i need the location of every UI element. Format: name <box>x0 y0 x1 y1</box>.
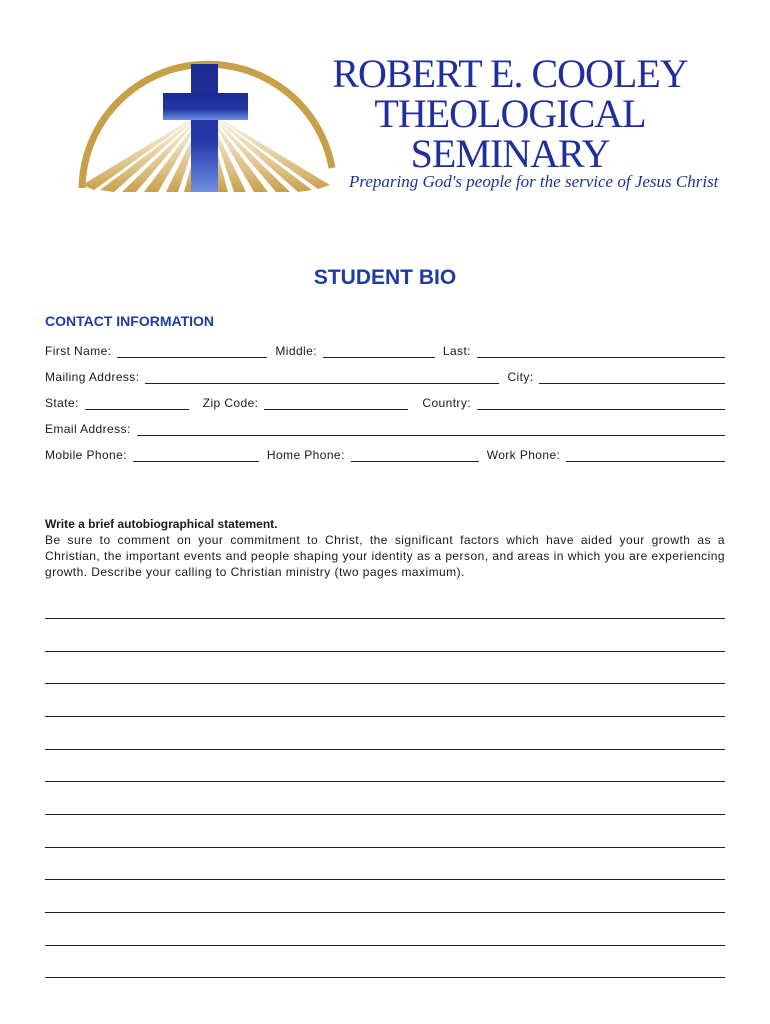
home-phone-label: Home Phone: <box>266 448 345 462</box>
seminary-name-line-2: THEOLOGICAL <box>374 91 646 136</box>
last-name-label: Last: <box>442 344 471 358</box>
zip-code-field[interactable] <box>264 395 408 410</box>
statement-body: Be sure to comment on your commitment to Christ, the significant factors which have aided your growth as a Christian, the important events and people shaping your identity as a person, and areas in which you are experiencing growth. Describe your calling to Christian ministry (two pages maximum). <box>45 533 725 579</box>
zip-code-label: Zip Code: <box>202 396 259 410</box>
email-row <box>45 418 725 436</box>
region-row <box>45 392 725 410</box>
city-label: City: <box>507 370 534 384</box>
city-field[interactable] <box>539 369 725 384</box>
seminary-name-line-3: SEMINARY <box>410 131 610 176</box>
home-phone-field[interactable] <box>351 447 479 462</box>
first-name-field[interactable] <box>117 343 267 358</box>
address-row <box>45 366 725 384</box>
email-label: Email Address: <box>45 422 131 436</box>
country-field[interactable] <box>477 395 725 410</box>
middle-name-label: Middle: <box>275 344 317 358</box>
writing-line[interactable] <box>45 879 725 880</box>
work-phone-field[interactable] <box>566 447 725 462</box>
writing-line[interactable] <box>45 977 725 978</box>
writing-line[interactable] <box>45 847 725 848</box>
mailing-address-label: Mailing Address: <box>45 370 140 384</box>
middle-name-field[interactable] <box>323 343 435 358</box>
seminary-name <box>300 51 720 176</box>
writing-line[interactable] <box>45 683 725 684</box>
writing-line[interactable] <box>45 814 725 815</box>
country-label: Country: <box>422 396 471 410</box>
writing-line[interactable] <box>45 651 725 652</box>
mailing-address-field[interactable] <box>145 369 499 384</box>
mobile-phone-label: Mobile Phone: <box>45 448 127 462</box>
writing-line[interactable] <box>45 716 725 717</box>
last-name-field[interactable] <box>477 343 725 358</box>
seminary-logo <box>78 50 338 195</box>
name-row <box>45 340 725 358</box>
state-field[interactable] <box>85 395 189 410</box>
work-phone-label: Work Phone: <box>486 448 561 462</box>
phone-row <box>45 444 725 462</box>
mobile-phone-field[interactable] <box>133 447 259 462</box>
seminary-tagline: Preparing God's people for the service of Jesus Christ <box>349 172 719 191</box>
statement-instructions <box>45 516 725 580</box>
email-field[interactable] <box>137 421 725 436</box>
page-title: STUDENT BIO <box>313 266 457 289</box>
seminary-name-line-1: ROBERT E. COOLEY <box>332 51 688 96</box>
first-name-label: First Name: <box>45 344 112 358</box>
contact-section-heading: CONTACT INFORMATION <box>45 313 215 329</box>
writing-line[interactable] <box>45 945 725 946</box>
writing-line[interactable] <box>45 912 725 913</box>
writing-line[interactable] <box>45 781 725 782</box>
statement-heading: Write a brief autobiographical statement. <box>45 517 278 531</box>
writing-line[interactable] <box>45 618 725 619</box>
writing-line[interactable] <box>45 749 725 750</box>
state-label: State: <box>45 396 79 410</box>
